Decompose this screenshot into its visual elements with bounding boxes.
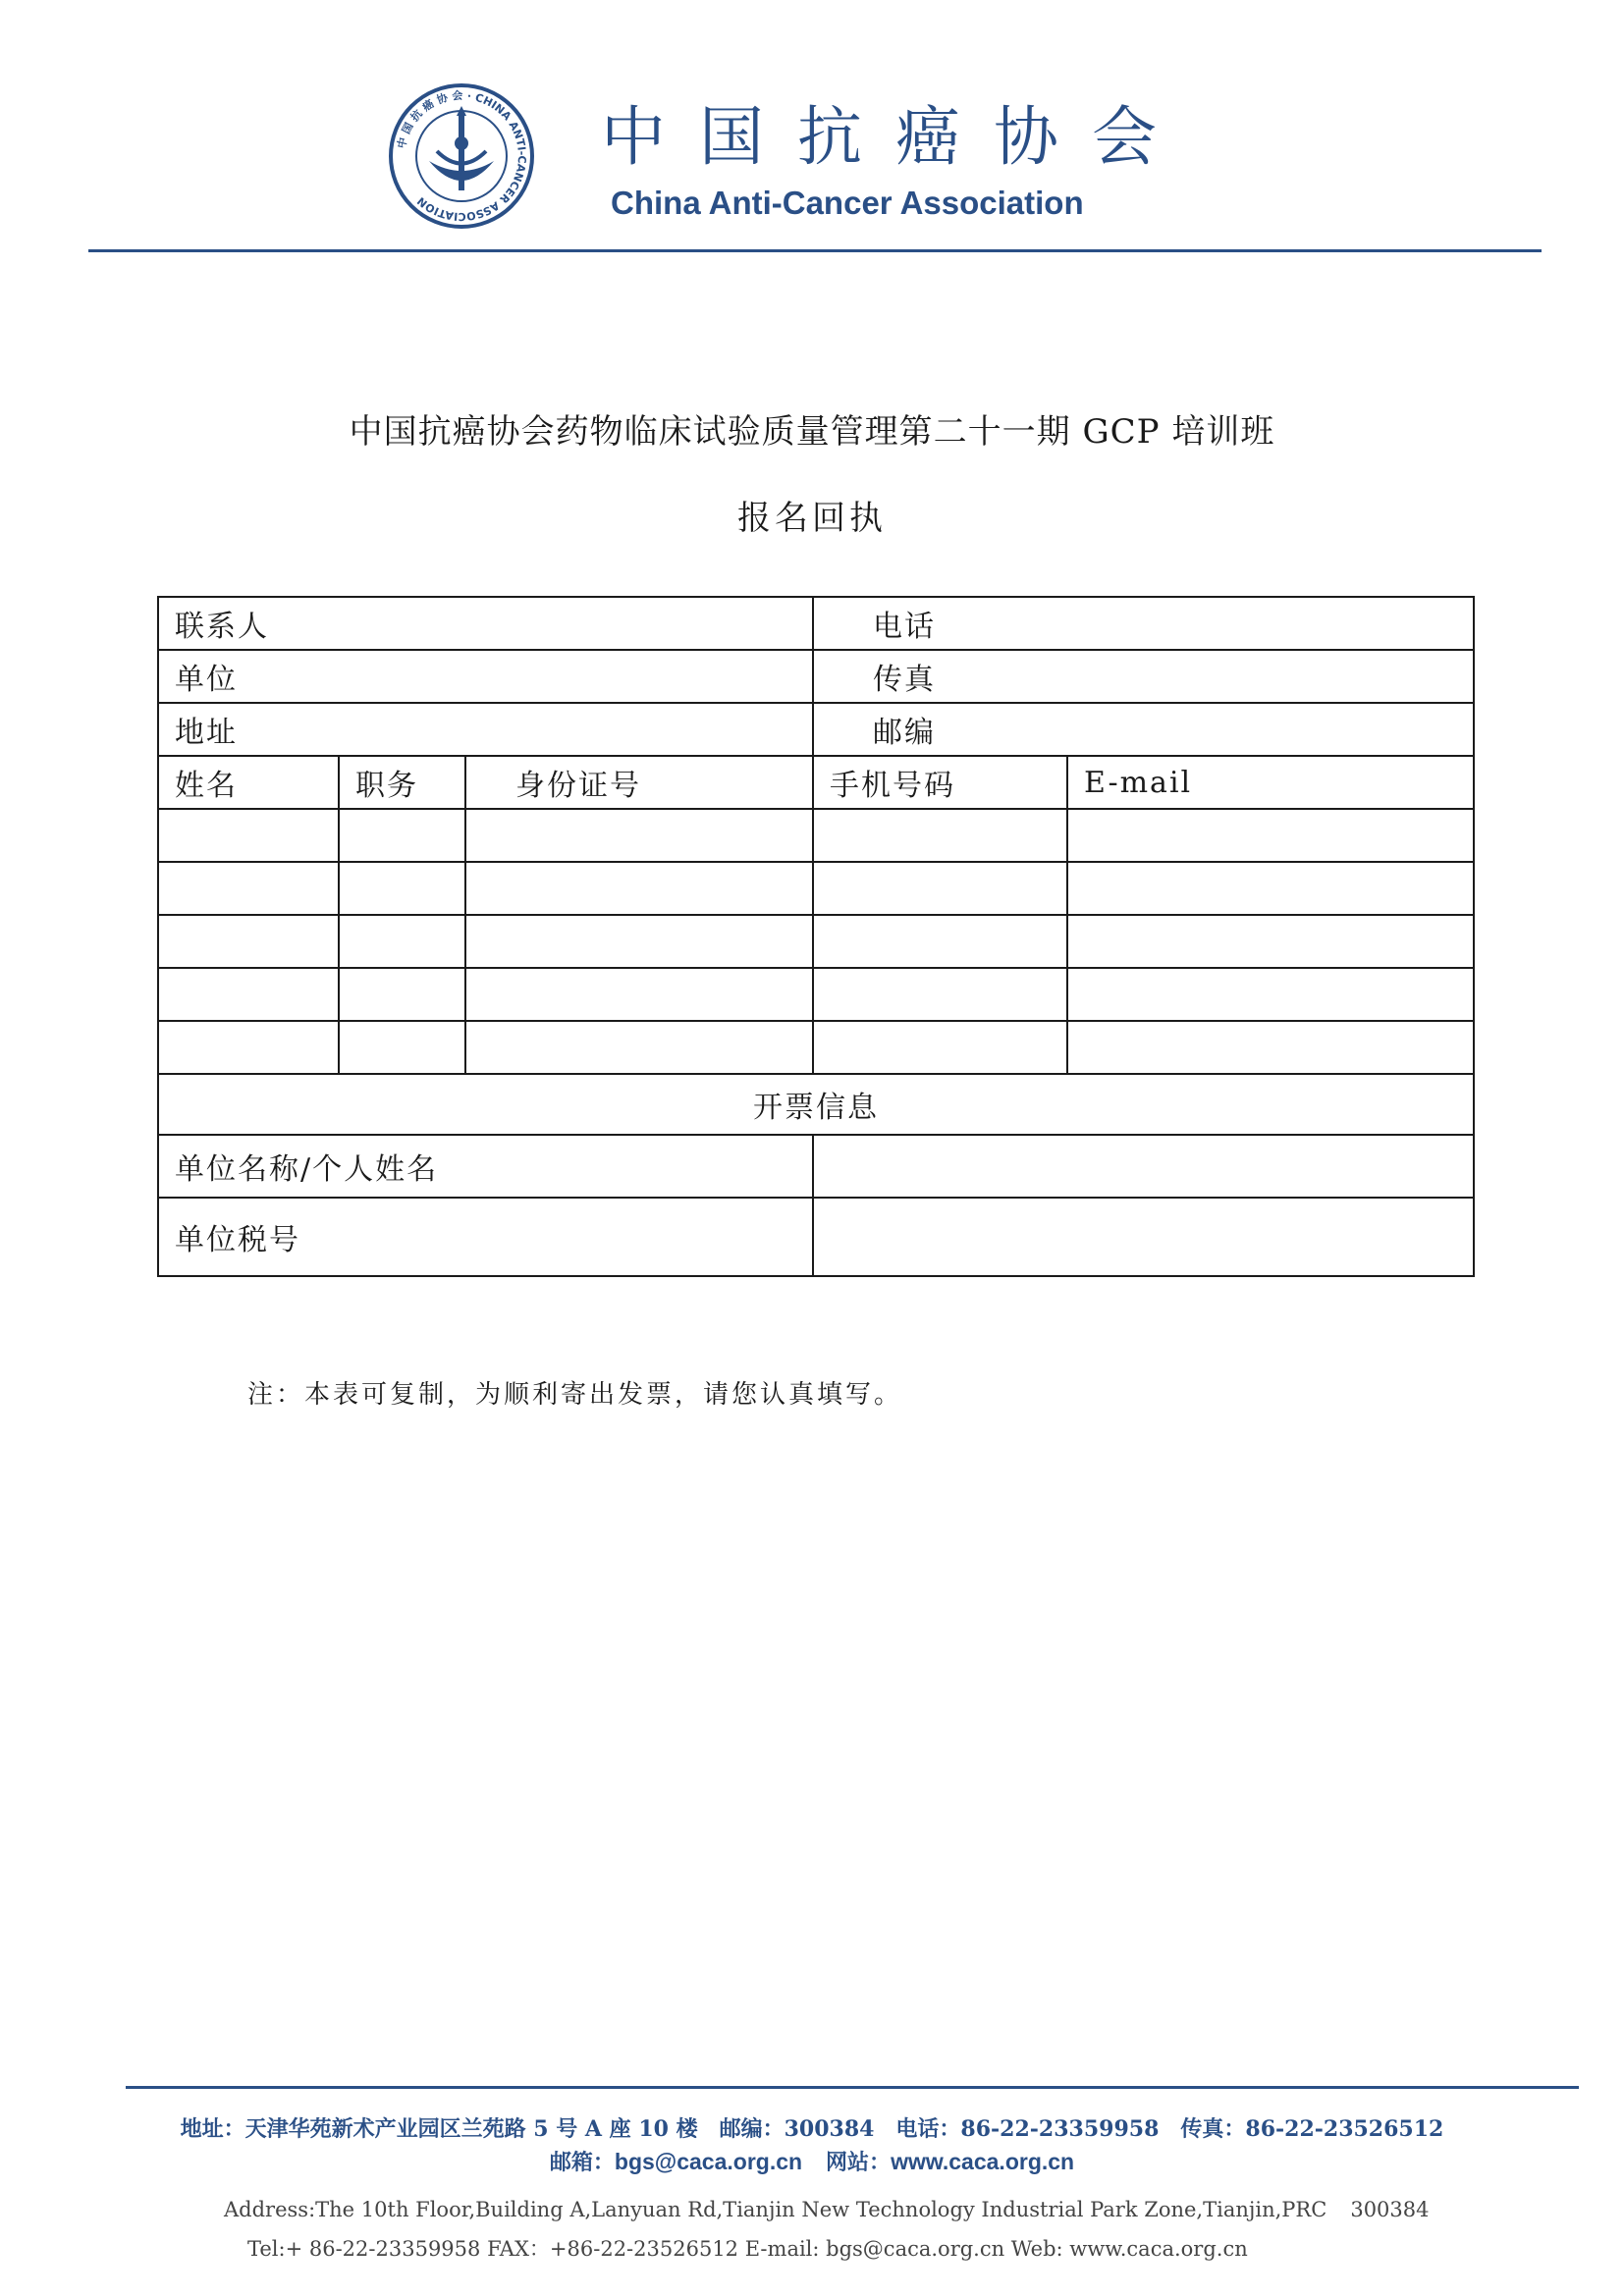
attendee-email-cell[interactable]: [1067, 862, 1474, 915]
footer-web-link[interactable]: www.caca.org.cn: [891, 2149, 1075, 2174]
address-row: [158, 703, 1474, 756]
attendee-name-cell[interactable]: [158, 1021, 339, 1074]
registration-form-table: [157, 596, 1475, 1277]
page-subtitle: 报名回执: [737, 499, 887, 538]
attendee-mobile-cell[interactable]: [813, 1021, 1067, 1074]
attendee-id-cell[interactable]: [465, 915, 813, 968]
email-label: 邮箱：: [549, 2150, 615, 2175]
caca-logo: [388, 82, 535, 230]
attendee-email-cell[interactable]: [1067, 968, 1474, 1021]
attendee-position-cell[interactable]: [339, 915, 465, 968]
unit-field[interactable]: [158, 650, 813, 703]
invoice-tax-label: 单位税号: [158, 1198, 813, 1276]
attendee-mobile-cell[interactable]: [813, 862, 1067, 915]
invoice-section-row: [158, 1074, 1474, 1135]
column-header-id-number: 身份证号: [465, 756, 813, 809]
attendee-row: [158, 915, 1474, 968]
footer-contact-en: Tel:+ 86-22-23359958 FAX：+86-22-23526512 E-mail: bgs@caca.org.cn Web: www.caca.org.cn: [247, 2237, 1248, 2261]
header-divider: [88, 249, 1542, 252]
phone-label: 电话: [873, 610, 937, 644]
contact-row: [158, 597, 1474, 650]
footer-divider: [126, 2086, 1579, 2089]
attendee-name-cell[interactable]: [158, 915, 339, 968]
postcode-label: 邮编: [873, 716, 937, 750]
footer-address-cn: 地址：天津华苑新术产业园区兰苑路 5 号 A 座 10 楼 邮编：300384 电话：86-22-23359958 传真：86-22-23526512: [180, 2116, 1444, 2142]
unit-label: 单位: [175, 663, 238, 697]
svg-text:中 国 抗 癌 协 会 · CHINA ANTI-CANCE: 中 国 抗 癌 协 会 · CHINA ANTI-CANCER ASSOCIATION: [395, 88, 529, 224]
address-field[interactable]: [158, 703, 813, 756]
invoice-name-field[interactable]: [813, 1135, 1474, 1198]
column-header-mobile: 手机号码: [813, 756, 1067, 809]
attendee-row: [158, 862, 1474, 915]
invoice-section-heading: 开票信息: [158, 1074, 1474, 1135]
footer-email-link[interactable]: bgs@caca.org.cn: [614, 2149, 803, 2174]
contact-field[interactable]: [158, 597, 813, 650]
fax-label: 传真: [873, 663, 937, 697]
attendee-position-cell[interactable]: [339, 1021, 465, 1074]
invoice-name-label: 单位名称/个人姓名: [158, 1135, 813, 1198]
column-header-position: 职务: [339, 756, 465, 809]
attendee-row: [158, 809, 1474, 862]
attendee-email-cell[interactable]: [1067, 1021, 1474, 1074]
invoice-tax-field[interactable]: [813, 1198, 1474, 1276]
column-header-email: E-mail: [1067, 756, 1474, 809]
attendee-id-cell[interactable]: [465, 809, 813, 862]
attendee-mobile-cell[interactable]: [813, 915, 1067, 968]
attendee-position-cell[interactable]: [339, 968, 465, 1021]
association-name-en: China Anti-Cancer Association: [611, 185, 1084, 221]
attendee-position-cell[interactable]: [339, 809, 465, 862]
address-label: 地址: [175, 716, 238, 750]
phone-field[interactable]: [813, 597, 1474, 650]
attendee-email-cell[interactable]: [1067, 809, 1474, 862]
web-label: 网站：: [826, 2150, 892, 2175]
contact-label: 联系人: [175, 610, 269, 644]
postcode-field[interactable]: [813, 703, 1474, 756]
attendee-position-cell[interactable]: [339, 862, 465, 915]
attendee-id-cell[interactable]: [465, 968, 813, 1021]
page-title: 中国抗癌协会药物临床试验质量管理第二十一期 GCP 培训班: [349, 412, 1275, 452]
fax-field[interactable]: [813, 650, 1474, 703]
attendee-id-cell[interactable]: [465, 862, 813, 915]
attendee-header-row: [158, 756, 1474, 809]
attendee-mobile-cell[interactable]: [813, 809, 1067, 862]
attendee-name-cell[interactable]: [158, 809, 339, 862]
attendee-mobile-cell[interactable]: [813, 968, 1067, 1021]
form-note: 注：本表可复制，为顺利寄出发票，请您认真填写。: [247, 1380, 903, 1410]
association-name-cn: 中国抗癌协会: [601, 99, 1190, 175]
footer-postcode-en: 300384: [1350, 2198, 1430, 2221]
attendee-id-cell[interactable]: [465, 1021, 813, 1074]
attendee-name-cell[interactable]: [158, 968, 339, 1021]
footer-address-en: Address:The 10th Floor,Building A,Lanyuan Rd,Tianjin New Technology Industrial Park Zone,Tianjin,PRC 300384: [224, 2198, 1430, 2221]
invoice-name-row: [158, 1135, 1474, 1198]
column-header-name: 姓名: [158, 756, 339, 809]
invoice-tax-row: [158, 1198, 1474, 1276]
attendee-name-cell[interactable]: [158, 862, 339, 915]
footer-contact-cn: [0, 2146, 1624, 2176]
unit-row: [158, 650, 1474, 703]
attendee-row: [158, 968, 1474, 1021]
attendee-email-cell[interactable]: [1067, 915, 1474, 968]
attendee-row: [158, 1021, 1474, 1074]
